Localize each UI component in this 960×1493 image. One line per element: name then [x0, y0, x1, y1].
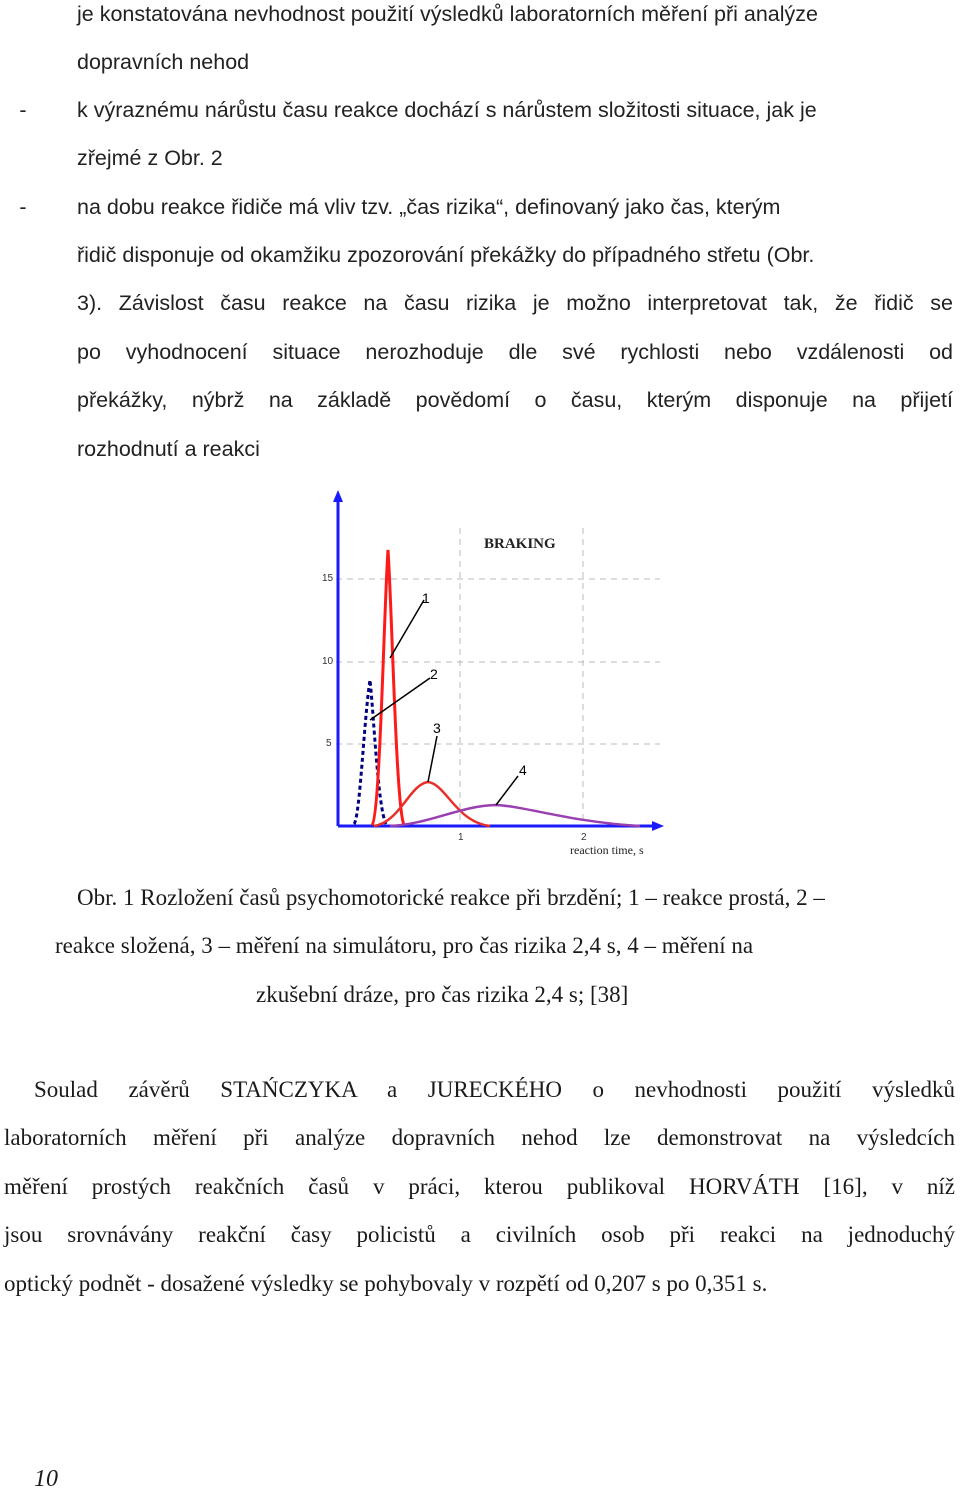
x-axis-arrow [652, 821, 664, 831]
curve-1 [372, 550, 404, 825]
leader-1 [390, 600, 424, 658]
curve-label-4: 4 [519, 762, 527, 778]
bullet-3-line-4: po vyhodnocení situace nerozhoduje dle své rychlosti nebo vzdálenosti od [77, 340, 953, 364]
y-tick-10: 10 [322, 656, 334, 667]
bullet-3-line-1: na dobu reakce řidiče má vliv tzv. „čas rizika“, definovaný jako čas, kterým [77, 195, 781, 219]
leader-2 [370, 678, 430, 720]
paragraph-line-4: jsou srovnávány reakční časy policistů a civilních osob při reakci na jednoduchý [4, 1222, 955, 1247]
leader-4 [496, 776, 518, 805]
bullet-3-line-2: řidič disponuje od okamžiku zpozorování překážky do případného střetu (Obr. [77, 243, 815, 267]
curve-4 [390, 805, 640, 826]
paragraph-line-3: měření prostých reakčních časů v práci, kterou publikoval HORVÁTH [16], v níž [4, 1174, 955, 1199]
bullet-2-line-1: k výraznému nárůstu času reakce dochází s nárůstem složitosti situace, jak je [77, 98, 817, 122]
caption-line-2: reakce složená, 3 – měření na simulátoru, pro čas rizika 2,4 s, 4 – měření na [55, 933, 754, 958]
page-number: 10 [34, 1466, 58, 1492]
curve-label-2: 2 [430, 666, 438, 682]
grid [336, 528, 660, 826]
reaction-time-figure [310, 488, 670, 868]
y-tick-15: 15 [322, 573, 334, 584]
bullet-2-dash: - [19, 98, 27, 122]
bullet-3-line-5: překážky, nýbrž na základě povědomí o času, kterým disponuje na přijetí [77, 388, 953, 412]
bullet-2-line-2: zřejmé z Obr. 2 [77, 146, 223, 170]
y-axis-arrow [333, 490, 343, 502]
caption-line-3: zkušební dráze, pro čas rizika 2,4 s; [38] [256, 982, 629, 1007]
curve-label-3: 3 [433, 720, 441, 736]
bullet-3-line-6: rozhodnutí a reakci [77, 437, 260, 461]
x-axis-label: reaction time, s [570, 843, 644, 857]
caption-line-1: Obr. 1 Rozložení časů psychomotorické reakce při brzdění; 1 – reakce prostá, 2 – [77, 885, 825, 910]
curve-label-1: 1 [422, 590, 430, 606]
y-tick-5: 5 [326, 738, 332, 749]
bullet-1-line-2: dopravních nehod [77, 50, 250, 74]
paragraph-line-2: laboratorních měření při analýze dopravních nehod lze demonstrovat na výsledcích [4, 1125, 955, 1150]
paragraph-line-1: Soulad závěrů STAŃCZYKA a JURECKÉHO o nevhodnosti použití výsledků [34, 1077, 955, 1102]
paragraph-line-5: optický podnět - dosažené výsledky se pohybovaly v rozpětí od 0,207 s po 0,351 s. [4, 1271, 768, 1296]
bullet-1-line-1: je konstatována nevhodnost použití výsledků laboratorních měření při analýze [77, 2, 818, 26]
x-tick-1: 1 [458, 832, 464, 843]
figure-title: BRAKING [484, 536, 556, 552]
bullet-3-dash: - [19, 195, 27, 219]
x-tick-2: 2 [581, 832, 587, 843]
bullet-3-line-3: 3). Závislost času reakce na času rizika je možno interpretovat tak, že řidič se [77, 291, 953, 315]
leader-3 [428, 736, 437, 782]
